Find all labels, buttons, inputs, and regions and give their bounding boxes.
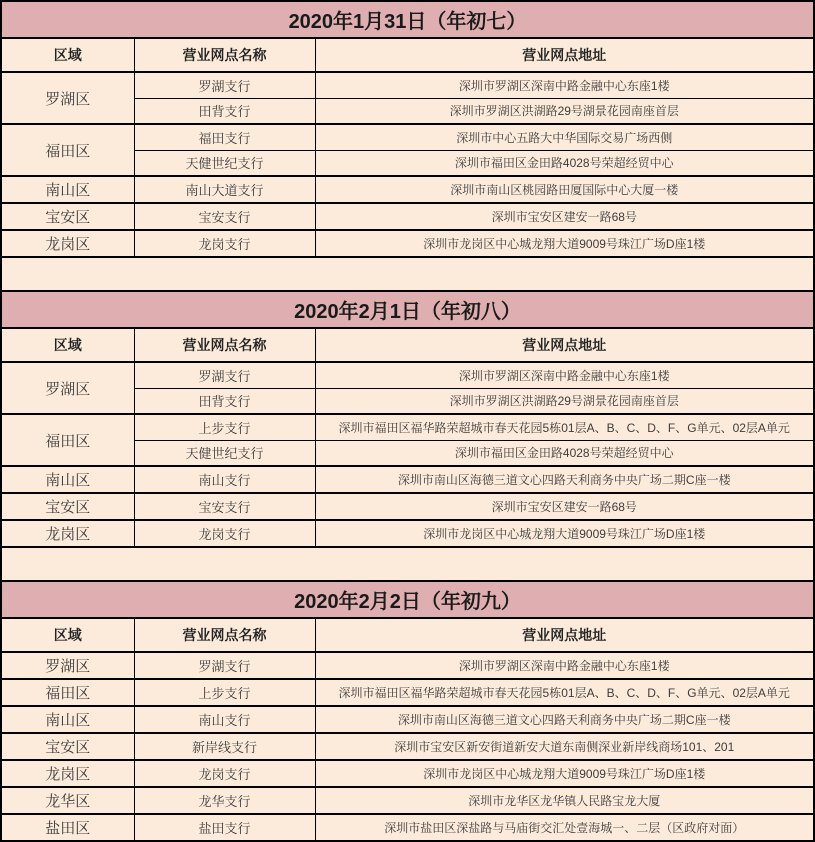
region-cell: 南山区 xyxy=(1,466,134,493)
branch-address-cell: 深圳市宝安区新安街道新安大道东南侧深业新岸线商场101、201 xyxy=(315,733,814,760)
branch-address-cell: 深圳市罗湖区深南中路金融中心东座1楼 xyxy=(315,72,814,98)
table-row xyxy=(1,176,814,203)
branch-address-cell: 深圳市南山区海德三道文心四路天利商务中央广场二期C座一楼 xyxy=(315,466,814,493)
region-cell: 宝安区 xyxy=(1,493,134,520)
branch-name-cell: 上步支行 xyxy=(134,414,315,440)
branch-name-cell: 田背支行 xyxy=(134,98,315,124)
branch-name-cell: 龙岗支行 xyxy=(134,230,315,257)
branch-name-cell: 天健世纪支行 xyxy=(134,150,315,176)
section-title: 2020年2月2日（年初九） xyxy=(1,581,814,618)
column-header-region: 区域 xyxy=(1,38,134,72)
branch-address-cell: 深圳市福田区金田路4028号荣超经贸中心 xyxy=(315,440,814,466)
branch-address-cell: 深圳市龙华区龙华镇人民路宝龙大厦 xyxy=(315,787,814,814)
section-title-row xyxy=(1,581,814,618)
branch-name-cell: 田背支行 xyxy=(134,388,315,414)
branch-address-cell: 深圳市龙岗区中心城龙翔大道9009号珠江广场D座1楼 xyxy=(315,230,814,257)
branch-address-cell: 深圳市宝安区建安一路68号 xyxy=(315,203,814,230)
branch-address-cell: 深圳市盐田区深盐路与马庙街交汇处壹海城一、二层（区政府对面） xyxy=(315,814,814,841)
table-row xyxy=(1,787,814,814)
column-header-region: 区域 xyxy=(1,328,134,362)
region-cell: 福田区 xyxy=(1,124,134,176)
branch-address-cell: 深圳市龙岗区中心城龙翔大道9009号珠江广场D座1楼 xyxy=(315,520,814,547)
branch-name-cell: 罗湖支行 xyxy=(134,652,315,679)
table-row xyxy=(1,706,814,733)
table-row xyxy=(1,760,814,787)
branch-name-cell: 龙华支行 xyxy=(134,787,315,814)
table-row xyxy=(1,230,814,257)
region-cell: 罗湖区 xyxy=(1,652,134,679)
branch-name-cell: 宝安支行 xyxy=(134,203,315,230)
branch-name-cell: 新岸线支行 xyxy=(134,733,315,760)
column-header-row xyxy=(1,618,814,652)
branch-address-cell: 深圳市龙岗区中心城龙翔大道9009号珠江广场D座1楼 xyxy=(315,760,814,787)
region-cell: 宝安区 xyxy=(1,733,134,760)
table-row xyxy=(1,520,814,547)
table-row xyxy=(1,203,814,230)
table-row xyxy=(1,124,814,150)
section-spacer-row xyxy=(1,547,814,581)
section-spacer xyxy=(1,547,814,581)
section-title: 2020年1月31日（年初七） xyxy=(1,1,814,38)
column-header-row xyxy=(1,328,814,362)
region-cell: 罗湖区 xyxy=(1,362,134,414)
table-row xyxy=(1,733,814,760)
region-cell: 南山区 xyxy=(1,706,134,733)
section-spacer-row xyxy=(1,257,814,291)
branch-name-cell: 罗湖支行 xyxy=(134,362,315,388)
branch-name-cell: 南山支行 xyxy=(134,466,315,493)
branch-address-cell: 深圳市中心五路大中华国际交易广场西侧 xyxy=(315,124,814,150)
branch-name-cell: 龙岗支行 xyxy=(134,520,315,547)
region-cell: 宝安区 xyxy=(1,203,134,230)
table-row xyxy=(1,679,814,706)
branch-address-cell: 深圳市福田区福华路荣超城市春天花园5栋01层A、B、C、D、F、G单元、02层A单元 xyxy=(315,679,814,706)
column-header-address: 营业网点地址 xyxy=(315,618,814,652)
branch-address-cell: 深圳市宝安区建安一路68号 xyxy=(315,493,814,520)
branch-name-cell: 上步支行 xyxy=(134,679,315,706)
column-header-address: 营业网点地址 xyxy=(315,38,814,72)
table-row xyxy=(1,814,814,841)
branch-address-cell: 深圳市福田区福华路荣超城市春天花园5栋01层A、B、C、D、F、G单元、02层A单元 xyxy=(315,414,814,440)
section-title: 2020年2月1日（年初八） xyxy=(1,291,814,328)
column-header-row xyxy=(1,38,814,72)
column-header-branch: 营业网点名称 xyxy=(134,38,315,72)
branch-name-cell: 罗湖支行 xyxy=(134,72,315,98)
branch-name-cell: 龙岗支行 xyxy=(134,760,315,787)
branch-address-cell: 深圳市罗湖区深南中路金融中心东座1楼 xyxy=(315,362,814,388)
branch-address-cell: 深圳市罗湖区洪湖路29号湖景花园南座首层 xyxy=(315,388,814,414)
table-row xyxy=(1,652,814,679)
region-cell: 南山区 xyxy=(1,176,134,203)
table-row xyxy=(1,72,814,98)
branch-name-cell: 宝安支行 xyxy=(134,493,315,520)
region-cell: 龙岗区 xyxy=(1,520,134,547)
branch-address-cell: 深圳市南山区海德三道文心四路天利商务中央广场二期C座一楼 xyxy=(315,706,814,733)
region-cell: 龙岗区 xyxy=(1,760,134,787)
section-title-row xyxy=(1,291,814,328)
section-title-row xyxy=(1,1,814,38)
column-header-region: 区域 xyxy=(1,618,134,652)
branch-name-cell: 福田支行 xyxy=(134,124,315,150)
table-row xyxy=(1,466,814,493)
region-cell: 龙岗区 xyxy=(1,230,134,257)
branch-name-cell: 天健世纪支行 xyxy=(134,440,315,466)
region-cell: 福田区 xyxy=(1,414,134,466)
branch-address-cell: 深圳市罗湖区深南中路金融中心东座1楼 xyxy=(315,652,814,679)
branch-address-cell: 深圳市南山区桃园路田厦国际中心大厦一楼 xyxy=(315,176,814,203)
region-cell: 盐田区 xyxy=(1,814,134,841)
table-row xyxy=(1,362,814,388)
column-header-branch: 营业网点名称 xyxy=(134,618,315,652)
branch-name-cell: 南山支行 xyxy=(134,706,315,733)
branch-name-cell: 盐田支行 xyxy=(134,814,315,841)
branch-address-cell: 深圳市罗湖区洪湖路29号湖景花园南座首层 xyxy=(315,98,814,124)
branch-name-cell: 南山大道支行 xyxy=(134,176,315,203)
column-header-branch: 营业网点名称 xyxy=(134,328,315,362)
column-header-address: 营业网点地址 xyxy=(315,328,814,362)
table-row xyxy=(1,493,814,520)
region-cell: 罗湖区 xyxy=(1,72,134,124)
branch-address-cell: 深圳市福田区金田路4028号荣超经贸中心 xyxy=(315,150,814,176)
region-cell: 福田区 xyxy=(1,679,134,706)
table-row xyxy=(1,414,814,440)
region-cell: 龙华区 xyxy=(1,787,134,814)
section-spacer xyxy=(1,257,814,291)
